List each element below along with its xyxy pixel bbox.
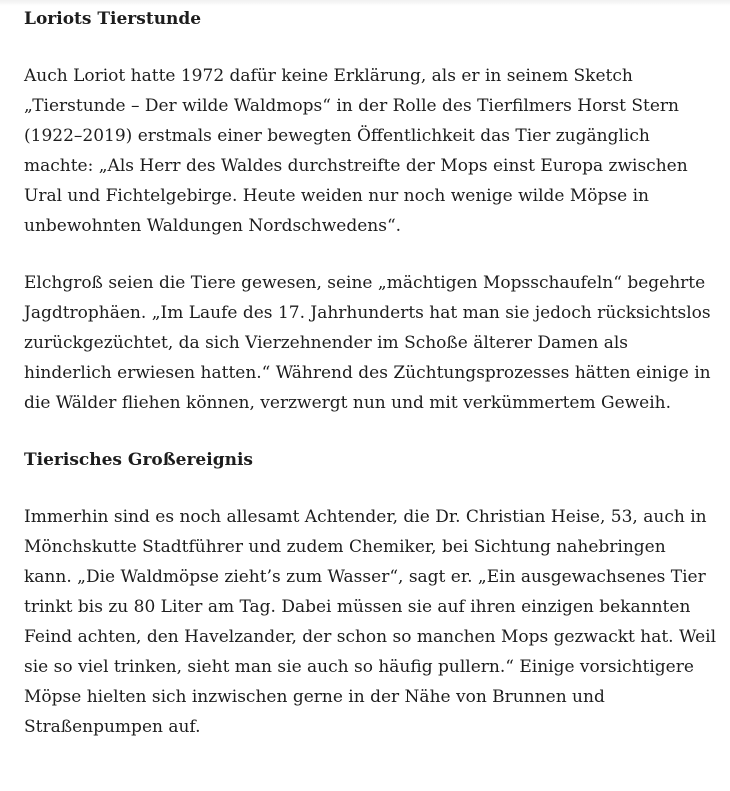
paragraph-elchgross: Elchgroß seien die Tiere gewesen, seine „mächtigen Mopsschaufeln“ begehrte Jagdtrophäen. „Im Laufe des 17. Jahrhunderts hat man sie jedoch rücksichtslos zurückgezüchtet, da sich Vierzehnender im Schoße älterer Damen als hinderlich erwiesen hatten.“ Während des Züchtungsprozesses hätten einige in die Wälder fliehen können, verzwergt nun und mit verkümmertem Geweih. — [24, 273, 711, 413]
article-body — [24, 0, 716, 742]
paragraph-achtender: Immerhin sind es noch allesamt Achtender, die Dr. Christian Heise, 53, auch in Mönchskutte Stadtführer und zudem Chemiker, bei Sichtung nahebringen kann. „Die Waldmöpse zieht’s zum Wasser“, sagt er. „Ein ausgewachsenes Tier trinkt bis zu 80 Liter am Tag. Dabei müssen sie auf ihren einzigen bekannten Feind achten, den Havelzander, der schon so manchen Mops gezwackt hat. Weil sie so viel trinken, sieht man sie auch so häufig pullern.“ Einige vorsichtigere Möpse hielten sich inzwischen gerne in der Nähe von Brunnen und Straßenpumpen auf. — [24, 507, 717, 737]
paragraph-loriot-sketch: Auch Loriot hatte 1972 dafür keine Erklärung, als er in seinem Sketch „Tierstunde – Der wilde Waldmops“ in der Rolle des Tierfilmers Horst Stern (1922–2019) erstmals einer bewegten Öffentlichkeit das Tier zugänglich machte: „Als Herr des Waldes durchstreifte der Mops einst Europa zwischen Ural und Fichtelgebirge. Heute weiden nur noch wenige wilde Möpse in unbewohnten Waldungen Nordschwedens“. — [24, 66, 688, 236]
section-heading-loriots-tierstunde: Loriots Tierstunde — [24, 9, 202, 29]
section-heading-tierisches-grossereignis: Tierisches Großereignis — [24, 450, 253, 470]
